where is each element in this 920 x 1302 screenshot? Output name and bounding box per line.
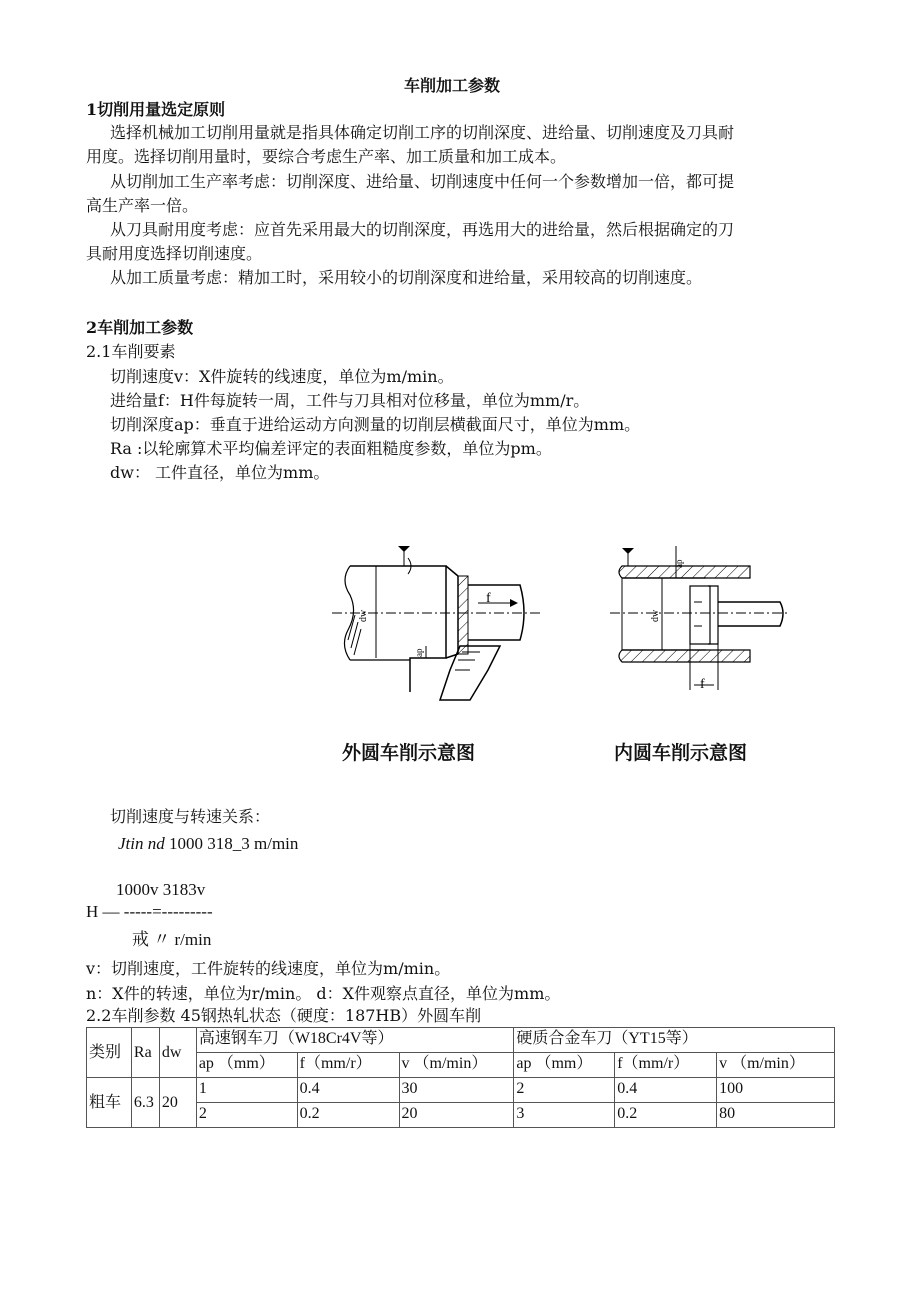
subheader-ap: ap （mm） — [514, 1053, 615, 1078]
cell-f: 0.4 — [297, 1078, 399, 1103]
depth-label: ap — [674, 559, 684, 568]
paragraph-line: 从刀具耐用度考虑：应首先采用最大的切削深度，再选用大的进给量，然后根据确定的刀 — [110, 220, 735, 239]
subheader-ap: ap （mm） — [196, 1053, 297, 1078]
formula-2-line-1: 1000v 3183v — [116, 880, 206, 899]
paragraph-line: 从切削加工生产率考虑：切削深度、进给量、切削速度中任何一个参数增加一倍，都可提 — [110, 172, 735, 191]
table-row — [87, 1078, 835, 1103]
diameter-label: dw — [358, 609, 369, 622]
cell-f: 0.2 — [297, 1103, 399, 1128]
diameter-label: dw — [650, 609, 661, 622]
section-1-heading: 1切削用量选定原则 — [86, 100, 226, 119]
cell-type: 粗车 — [87, 1078, 132, 1128]
paragraph-line: 用度。选择切削用量时，要综合考虑生产率、加工质量和加工成本。 — [86, 147, 567, 166]
subheader-v: v （m/min） — [717, 1053, 835, 1078]
paragraph-line: 具耐用度选择切削速度。 — [86, 244, 263, 263]
depth-label: ap — [414, 648, 424, 657]
paragraph-line: 选择机械加工切削用量就是指具体确定切削工序的切削深度、进给量、切削速度及刀具耐 — [110, 123, 735, 142]
element-definition: 切削速度v：X件旋转的线速度，单位为m/min。 — [110, 367, 454, 386]
cell-v: 100 — [717, 1078, 835, 1103]
turning-diagrams — [310, 530, 810, 710]
paragraph-line: 从加工质量考虑：精加工时，采用较小的切削深度和进给量，采用较高的切削速度。 — [110, 268, 703, 287]
cell-dw: 20 — [159, 1078, 196, 1128]
cell-v: 80 — [717, 1103, 835, 1128]
table-header-row — [87, 1028, 835, 1053]
figure-caption-internal: 内圆车削示意图 — [614, 742, 748, 764]
feed-label: f — [700, 677, 705, 692]
formula-2-line-2: H — -----=--------- — [86, 902, 213, 921]
cell-f: 0.4 — [615, 1078, 717, 1103]
subsection-heading: 2.1车削要素 — [86, 342, 176, 361]
formula-1-rest: 1000 318_3 m/min — [169, 834, 299, 853]
section-2-heading: 2车削加工参数 — [86, 318, 194, 337]
paragraph-line: 高生产率一倍。 — [86, 196, 199, 215]
element-definition: 切削深度ap：垂直于进给运动方向测量的切削层横截面尺寸，单位为mm。 — [110, 415, 641, 434]
cell-ap: 2 — [196, 1103, 297, 1128]
internal-turning-diagram — [610, 546, 790, 690]
cutting-parameters-table — [86, 1027, 835, 1128]
variable-definition: v：切削速度，工件旋转的线速度，单位为m/min。 — [86, 959, 451, 978]
cell-ap: 3 — [514, 1103, 615, 1128]
cell-f: 0.2 — [615, 1103, 717, 1128]
header-hss-tool: 高速钢车刀（W18Cr4V等） — [196, 1028, 514, 1053]
variable-definition: n：X件的转速，单位为r/min。 d：X件观察点直径，单位为mm。 — [86, 984, 561, 1003]
formula-2-line-3: 戒 〃 r/min — [132, 930, 212, 949]
subheader-f: f（mm/r） — [297, 1053, 399, 1078]
cell-v: 30 — [399, 1078, 514, 1103]
subheader-v: v （m/min） — [399, 1053, 514, 1078]
formula-1-italic: Jtin nd — [118, 834, 165, 853]
table-subheader-row — [87, 1053, 835, 1078]
header-ra: Ra — [131, 1028, 159, 1078]
table-row — [87, 1103, 835, 1128]
header-type: 类别 — [87, 1028, 132, 1078]
element-definition: dw： 工件直径，单位为mm。 — [110, 463, 330, 482]
formula-1 — [118, 834, 298, 854]
cell-ra: 6.3 — [131, 1078, 159, 1128]
cell-v: 20 — [399, 1103, 514, 1128]
feed-label: f — [486, 591, 491, 606]
figure-caption-external: 外圆车削示意图 — [342, 742, 476, 764]
element-definition: 进给量f：H件每旋转一周，工件与刀具相对位移量，单位为mm/r。 — [110, 391, 590, 410]
cell-ap: 2 — [514, 1078, 615, 1103]
external-turning-diagram — [332, 546, 540, 700]
subheader-f: f（mm/r） — [615, 1053, 717, 1078]
element-definition: Ra :以轮廓算术平均偏差评定的表面粗糙度参数，单位为pm。 — [110, 439, 552, 458]
relation-intro: 切削速度与转速关系： — [110, 807, 271, 826]
cell-ap: 1 — [196, 1078, 297, 1103]
table-caption: 2.2车削参数 45钢热轧状态（硬度：187HB）外圆车削 — [86, 1006, 482, 1025]
page-title: 车削加工参数 — [404, 76, 501, 95]
header-dw: dw — [159, 1028, 196, 1078]
header-carbide-tool: 硬质合金车刀（YT15等） — [514, 1028, 835, 1053]
